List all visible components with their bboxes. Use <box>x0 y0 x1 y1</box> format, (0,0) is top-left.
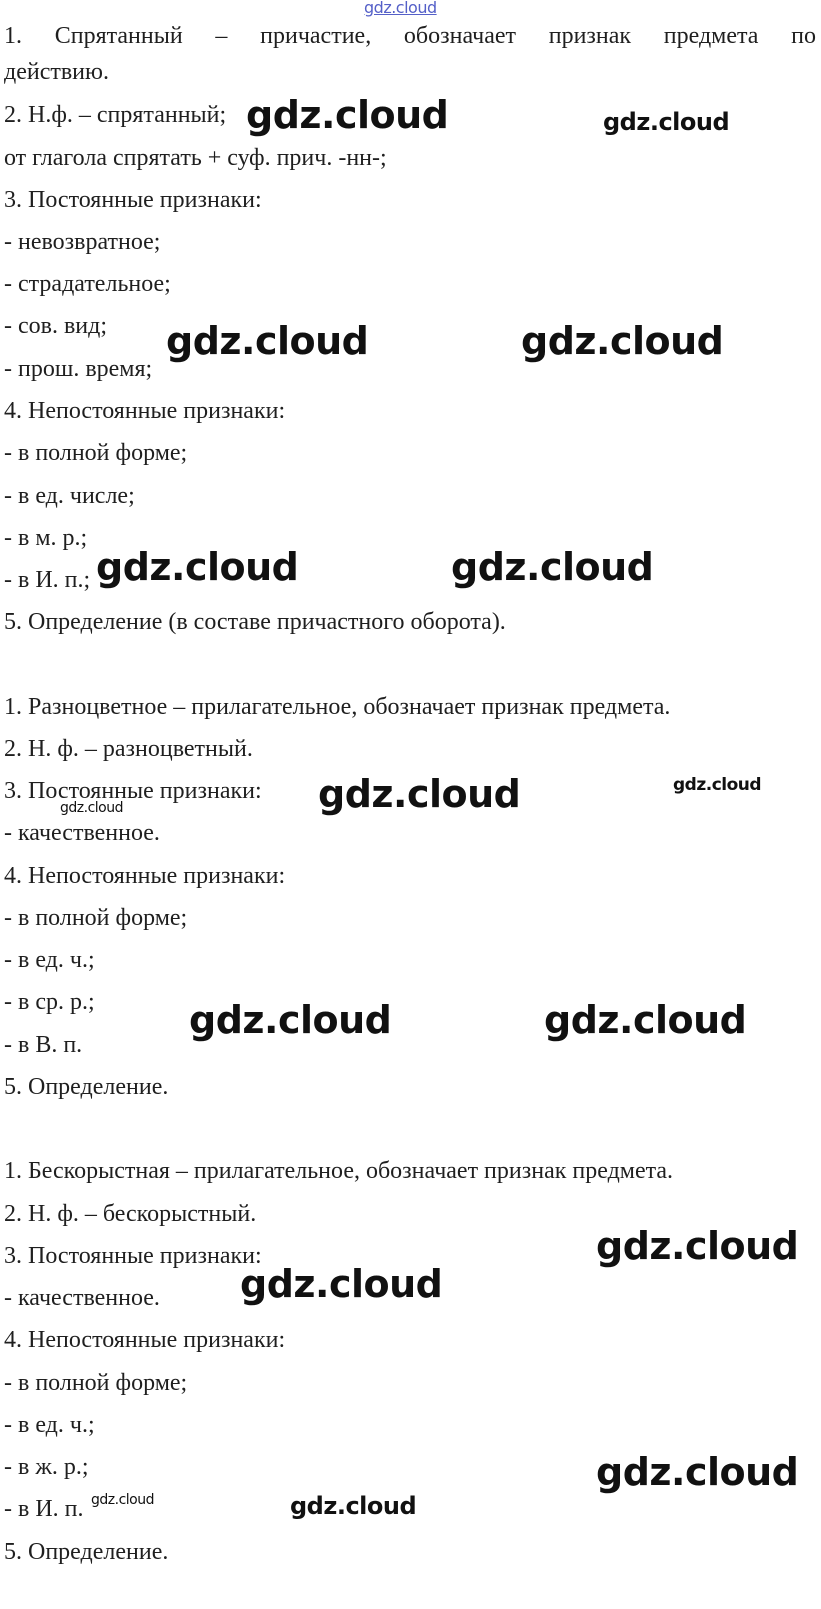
watermark: gdz.cloud <box>91 1492 154 1508</box>
s2-line-3: 3. Постоянные признаки: <box>4 778 262 804</box>
s2-line-10: 5. Определение. <box>4 1074 169 1100</box>
watermark: gdz.cloud <box>451 545 654 589</box>
s2-line-4: - качественное. <box>4 820 160 846</box>
s2-line-7: - в ед. ч.; <box>4 947 95 973</box>
s1-line-9: - прош. время; <box>4 356 153 382</box>
s3-line-6: - в полной форме; <box>4 1370 188 1396</box>
watermark: gdz.cloud <box>544 998 747 1042</box>
watermark: gdz.cloud <box>596 1450 799 1494</box>
s1-line-15: 5. Определение (в составе причастного оборота). <box>4 609 506 635</box>
watermark: gdz.cloud <box>521 319 724 363</box>
s1-line-10: 4. Непостоянные признаки: <box>4 398 286 424</box>
s3-line-4: - качественное. <box>4 1285 160 1311</box>
s1-line-6: - невозвратное; <box>4 229 161 255</box>
s1-line-13: - в м. р.; <box>4 525 88 551</box>
s2-line-6: - в полной форме; <box>4 905 188 931</box>
s3-line-7: - в ед. ч.; <box>4 1412 95 1438</box>
watermark: gdz.cloud <box>596 1224 799 1268</box>
s2-line-8: - в ср. р.; <box>4 989 95 1015</box>
s1-line-4: от глагола спрятать + суф. прич. -нн-; <box>4 145 387 171</box>
s1-line-3: 2. Н.ф. – спрятанный; <box>4 102 227 128</box>
s3-line-10: 5. Определение. <box>4 1539 169 1565</box>
watermark-top: gdz.cloud <box>364 0 437 17</box>
watermark: gdz.cloud <box>60 800 123 816</box>
watermark: gdz.cloud <box>673 775 762 795</box>
s1-line-14: - в И. п.; <box>4 567 91 593</box>
s3-line-8: - в ж. р.; <box>4 1454 89 1480</box>
s1-line-2: действию. <box>4 59 109 85</box>
s1-line-12: - в ед. числе; <box>4 483 135 509</box>
s2-line-1: 1. Разноцветное – прилагательное, обозначает признак предмета. <box>4 694 671 720</box>
s1-line-5: 3. Постоянные признаки: <box>4 187 262 213</box>
s1-line-7: - страдательное; <box>4 271 171 297</box>
s3-line-5: 4. Непостоянные признаки: <box>4 1327 286 1353</box>
s3-line-2: 2. Н. ф. – бескорыстный. <box>4 1201 257 1227</box>
watermark: gdz.cloud <box>96 545 299 589</box>
watermark: gdz.cloud <box>166 319 369 363</box>
s2-line-5: 4. Непостоянные признаки: <box>4 863 286 889</box>
s2-line-2: 2. Н. ф. – разноцветный. <box>4 736 253 762</box>
s3-line-3: 3. Постоянные признаки: <box>4 1243 262 1269</box>
s1-line-1: 1. Спрятанный – причастие, обозначает признак предмета по <box>4 23 816 49</box>
watermark: gdz.cloud <box>240 1262 443 1306</box>
watermark: gdz.cloud <box>290 1492 417 1520</box>
watermark: gdz.cloud <box>246 93 449 137</box>
s3-line-9: - в И. п. <box>4 1496 84 1522</box>
s2-line-9: - в В. п. <box>4 1032 83 1058</box>
s3-line-1: 1. Бескорыстная – прилагательное, обозначает признак предмета. <box>4 1158 674 1184</box>
s1-line-8: - сов. вид; <box>4 313 108 339</box>
watermark: gdz.cloud <box>603 108 730 136</box>
watermark: gdz.cloud <box>189 998 392 1042</box>
s1-line-11: - в полной форме; <box>4 440 188 466</box>
watermark: gdz.cloud <box>318 772 521 816</box>
